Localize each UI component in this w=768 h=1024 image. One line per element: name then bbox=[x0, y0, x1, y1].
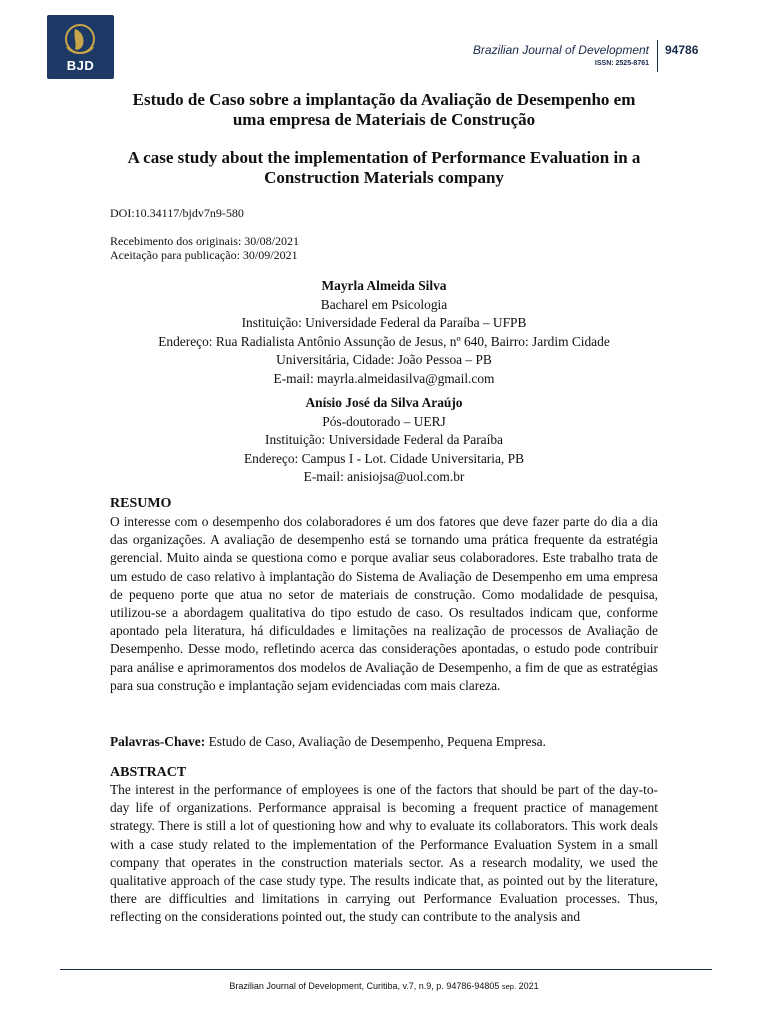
author-name: Anísio José da Silva Araújo bbox=[305, 395, 463, 410]
journal-logo bbox=[47, 15, 114, 79]
doi: DOI:10.34117/bjdv7n9-580 bbox=[110, 206, 244, 220]
footer-main: Brazilian Journal of Development, Curitiba, v.7, n.9, p. 94786-94805 bbox=[229, 981, 500, 991]
title-english bbox=[100, 148, 668, 188]
received-date: Recebimento dos originais: 30/08/2021 bbox=[110, 234, 299, 248]
author-address-cont: Universitária, Cidade: João Pessoa – PB bbox=[276, 352, 492, 367]
author-degree: Bacharel em Psicologia bbox=[320, 296, 448, 312]
footer-citation bbox=[0, 981, 768, 991]
author-address: Endereço: Rua Radialista Antônio Assunção de Jesus, nº 640, Bairro: Jardim Cidade bbox=[158, 333, 610, 349]
title-pt-line: Estudo de Caso sobre a implantação da Avaliação de Desempenho em bbox=[132, 90, 636, 109]
author-email: E-mail: anisiojsa@uol.com.br bbox=[303, 469, 465, 484]
title-en-line: Construction Materials company bbox=[264, 168, 504, 187]
title-portuguese bbox=[100, 90, 668, 130]
title-en-line: A case study about the implementation of Performance Evaluation in a bbox=[127, 148, 641, 167]
page-number: 94786 bbox=[665, 43, 699, 57]
author-institution: Instituição: Universidade Federal da Paraíba bbox=[265, 432, 503, 447]
abstract-heading: ABSTRACT bbox=[110, 765, 187, 780]
author-2 bbox=[100, 394, 668, 487]
journal-name: Brazilian Journal of Development bbox=[472, 43, 649, 57]
resumo-text: O interesse com o desempenho dos colaboradores é um dos fatores que deve fazer parte do dia a dia das organizações. A avaliação de desempenho está se tornando uma prática frequente da estratégia gerencial. Muito ainda se questiona como e porque avaliar seus colaboradores. Este trabalho trata de um estudo de caso relativo à implantação do Sistema de Avaliação de Desempenho em uma empresa de pequeno porte que atua no setor de materiais de construção. Como modalidade de pesquisa, utilizou-se a abordagem qualitativa do tipo estudo de caso. Os resultados indicam que, conforme apontado pela literatura, há dificuldades e limitações na realização de processos de Avaliação de Desempenho. Desse modo, refletindo acerca das considerações apontadas, o estudo pode contribuir para análise e aprimoramentos dos modelos de Avaliação de Desempenho, a fim de que as estratégias para sua construção e implantação sejam evidenciadas com mais clareza. bbox=[110, 514, 658, 693]
keywords-label: Palavras-Chave: bbox=[110, 734, 206, 749]
author-name: Mayrla Almeida Silva bbox=[321, 278, 447, 293]
footer-year: 2021 bbox=[518, 981, 539, 991]
keywords-text: Estudo de Caso, Avaliação de Desempenho, Pequena Empresa. bbox=[205, 734, 546, 749]
title-pt-line: uma empresa de Materiais de Construção bbox=[232, 110, 536, 129]
footer-divider bbox=[60, 969, 712, 970]
author-address: Endereço: Campus I - Lot. Cidade Universitaria, PB bbox=[243, 450, 525, 466]
resumo-heading: RESUMO bbox=[110, 496, 172, 511]
author-degree: Pós-doutorado – UERJ bbox=[322, 413, 446, 429]
keywords bbox=[110, 733, 658, 751]
accepted-date: Aceitação para publicação: 30/09/2021 bbox=[110, 248, 298, 262]
header-divider bbox=[657, 40, 658, 72]
abstract-text: The interest in the performance of employees is one of the factors that should be part of the day-to-day life of organizations. Performance appraisal is becoming a frequent practice of management strategy. There is still a lot of questioning how and why to evaluate its collaborators. This work deals with a case study related to the implementation of the Performance Evaluation System in a small company that operates in the construction materials sector. As a research modality, we used the qualitative approach of the case study type. The results indicate that, as pointed out by the literature, there are difficulties and limitations in carrying out Performance Evaluation processes. Thus, reflecting on the considerations pointed out, the study can contribute to the analysis and bbox=[110, 782, 658, 925]
logo-text: BJD bbox=[66, 58, 95, 73]
author-email: E-mail: mayrla.almeidasilva@gmail.com bbox=[273, 370, 495, 386]
author-institution: Instituição: Universidade Federal da Paraíba – UFPB bbox=[241, 315, 527, 330]
issn: ISSN: 2525-8761 bbox=[594, 60, 649, 67]
footer-month: sep. bbox=[501, 982, 517, 991]
author-1 bbox=[100, 277, 668, 388]
